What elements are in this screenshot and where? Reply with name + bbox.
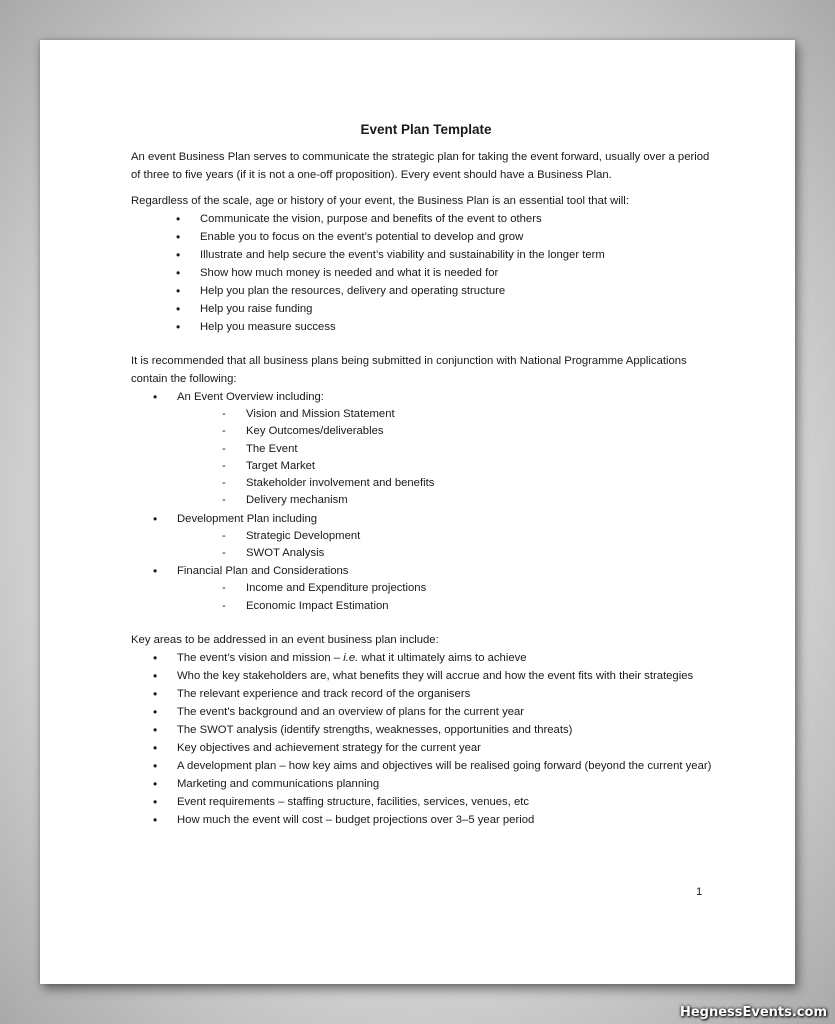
plan-contents-list: [131, 562, 721, 580]
list-item: • The relevant experience and track record of the organisers: [131, 685, 721, 703]
plan-contents-list: [131, 388, 721, 406]
list-item: • A development plan – how key aims and objectives will be realised going forward (beyond the current year): [131, 757, 721, 775]
list-item: [131, 388, 721, 406]
sublist-item: - The Event: [131, 441, 721, 458]
list-item: [131, 510, 721, 528]
list-item: • Event requirements – staffing structure, facilities, services, venues, etc: [131, 793, 721, 811]
sublist-item: - SWOT Analysis: [131, 545, 721, 562]
list-item: • Marketing and communications planning: [131, 775, 721, 793]
italic-text: i.e.: [343, 651, 359, 664]
list-item: • Communicate the vision, purpose and benefits of the event to others: [131, 210, 721, 228]
sublist-item: - Strategic Development: [131, 528, 721, 545]
list-item: • Help you raise funding: [131, 300, 721, 318]
key-areas-lead-paragraph: Key areas to be addressed in an event business plan include:: [131, 633, 439, 646]
list-item: • Show how much money is needed and what it is needed for: [131, 264, 721, 282]
page-number: 1: [696, 886, 703, 898]
section-label: • Financial Plan and Considerations: [177, 565, 349, 578]
sublist-item: - Key Outcomes/deliverables: [131, 423, 721, 440]
list-item: • Enable you to focus on the event’s potential to develop and grow: [131, 228, 721, 246]
sublist-item: - Economic Impact Estimation: [131, 598, 721, 615]
tool-list: [131, 210, 721, 336]
item-text: what it ultimately aims to achieve: [358, 651, 527, 664]
item-text: The event’s vision and mission –: [177, 651, 344, 664]
financial-plan-sublist: [131, 580, 721, 615]
key-areas-list: [131, 649, 721, 829]
list-item: • Help you measure success: [131, 318, 721, 336]
sublist-item: - Delivery mechanism: [131, 492, 721, 509]
document-page: [40, 40, 795, 984]
recommend-lead-paragraph: It is recommended that all business plans being submitted in conjunction with National Programme Applications contain the following:: [131, 355, 687, 385]
development-plan-sublist: [131, 528, 721, 563]
list-item: • Key objectives and achievement strategy for the current year: [131, 739, 721, 757]
document-title: Event Plan Template: [360, 122, 492, 137]
event-overview-sublist: [131, 406, 721, 510]
list-item: • Who the key stakeholders are, what benefits they will accrue and how the event fits with their strategies: [131, 667, 721, 685]
site-watermark: HegnessEvents.com: [679, 1005, 827, 1020]
list-item: [131, 649, 721, 667]
intro-paragraph: An event Business Plan serves to communicate the strategic plan for taking the event forward, usually over a period of three to five years (if it is not a one-off proposition). Every event should have a Business Plan.: [131, 151, 710, 181]
document-content: [131, 120, 721, 829]
sublist-item: - Target Market: [131, 458, 721, 475]
sublist-item: - Vision and Mission Statement: [131, 406, 721, 423]
sublist-item: - Income and Expenditure projections: [131, 580, 721, 597]
list-item: • The event’s background and an overview of plans for the current year: [131, 703, 721, 721]
list-item: • Illustrate and help secure the event’s viability and sustainability in the longer term: [131, 246, 721, 264]
plan-contents-list: [131, 510, 721, 528]
list-item: • How much the event will cost – budget projections over 3–5 year period: [131, 811, 721, 829]
list-item: [131, 562, 721, 580]
list-item: • Help you plan the resources, delivery and operating structure: [131, 282, 721, 300]
tool-lead-paragraph: Regardless of the scale, age or history of your event, the Business Plan is an essential tool that will:: [131, 195, 629, 207]
section-label: • Development Plan including: [177, 512, 318, 525]
sublist-item: - Stakeholder involvement and benefits: [131, 475, 721, 492]
list-item: • The SWOT analysis (identify strengths, weaknesses, opportunities and threats): [131, 721, 721, 739]
section-label: • An Event Overview including:: [177, 391, 324, 403]
